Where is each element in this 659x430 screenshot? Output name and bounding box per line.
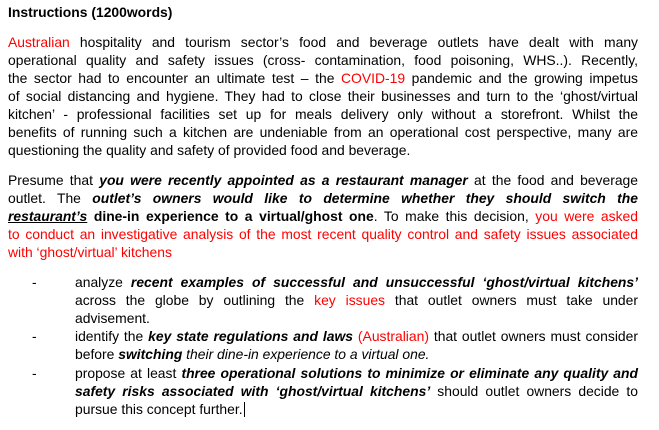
bullet-line [75,273,638,291]
emphasis-underlined-text: restaurant’s [8,208,88,224]
bullet-marker: - [32,328,37,344]
text-run: . To make this decision, [373,208,536,224]
paragraph-line: to conduct an investigative analysis of the most recent quality control and safety issues associated [8,226,638,242]
text-run: across the globe by outlining the [75,292,315,308]
paragraph-line: with ‘ghost/virtual’ kitchens [8,244,172,260]
instructions-heading: Instructions (1200words) [8,4,173,20]
bullet-line [75,345,429,363]
highlight-australian: Australian [8,34,70,50]
emphasis-text: outlet’s owners would like to determine whether they should switch the [92,190,638,206]
emphasis-text: dine-in experience to a virtual/ghost one [87,208,374,224]
bullet-line [75,327,638,345]
bullet-marker: - [32,365,37,381]
paragraph-line [8,207,638,225]
text-run: the sector had to encounter an ultimate test – the [8,70,342,86]
text-run: at the food and beverage [467,172,638,188]
paragraph-line [8,69,638,87]
text-run: pursue this concept further. [75,401,243,417]
text-run: that outlet owners must consider [428,328,638,344]
text-run: pandemic and the growing impetus [405,70,638,86]
emphasis-text: safety risks associated with ‘ghost/virtual kitchens’ [75,383,431,399]
emphasis-text: three operational solutions to minimize or eliminate any quality and [181,365,638,381]
bullet-line [75,400,245,418]
paragraph-line [8,33,638,51]
paragraph-line [8,189,638,207]
paragraph-line: operational quality and safety issues (cross- contamination, food poisoning, WHS..). Recently, [8,52,638,68]
bullet-line [75,382,638,400]
highlight-text: you were asked [535,208,638,224]
paragraph-line: kitchen’ - professional facilities set up for meals delivery only without a storefront. Whilst the [8,106,638,122]
text-run: should outlet owners decide to [430,383,638,399]
emphasis-text: you were recently appointed as a restaurant manager [99,172,468,188]
bullet-line: advisement. [75,310,150,326]
text-run: that outlet owners must take under [385,292,639,308]
highlight-covid: COVID-19 [341,70,406,86]
bullet-marker: - [32,274,37,290]
text-run: Presume that [8,172,100,188]
paragraph-line: questioning the quality and safety of provided food and beverage. [8,142,411,158]
text-run: hospitality and tourism sector’s food and beverage outlets have dealt with many [69,34,638,50]
text-run: analyze [75,274,131,290]
bullet-line [75,364,638,382]
paragraph-line: benefits of running such a kitchen are undeniable from an operational cost perspective, many are [8,124,638,140]
bullet-line [75,291,638,309]
paragraph-line [8,171,638,189]
text-cursor [244,402,245,417]
emphasis-text: key state regulations and laws [148,328,354,344]
text-run: outlet. The [8,190,93,206]
paragraph-line: of social distancing and hygiene. They had to close their businesses and turn to the ‘ghost/virtual [8,88,638,104]
emphasis-text: switching [118,346,183,362]
emphasis-text: recent examples of successful and unsuccessful ‘ghost/virtual kitchens’ [130,274,638,290]
text-run: before [75,346,119,362]
italic-text: their dine-in experience to a virtual one. [182,346,430,362]
text-run: propose at least [75,365,182,381]
text-run: identify the [75,328,149,344]
highlight-text: key issues [314,292,385,308]
highlight-text: (Australian) [357,328,429,344]
